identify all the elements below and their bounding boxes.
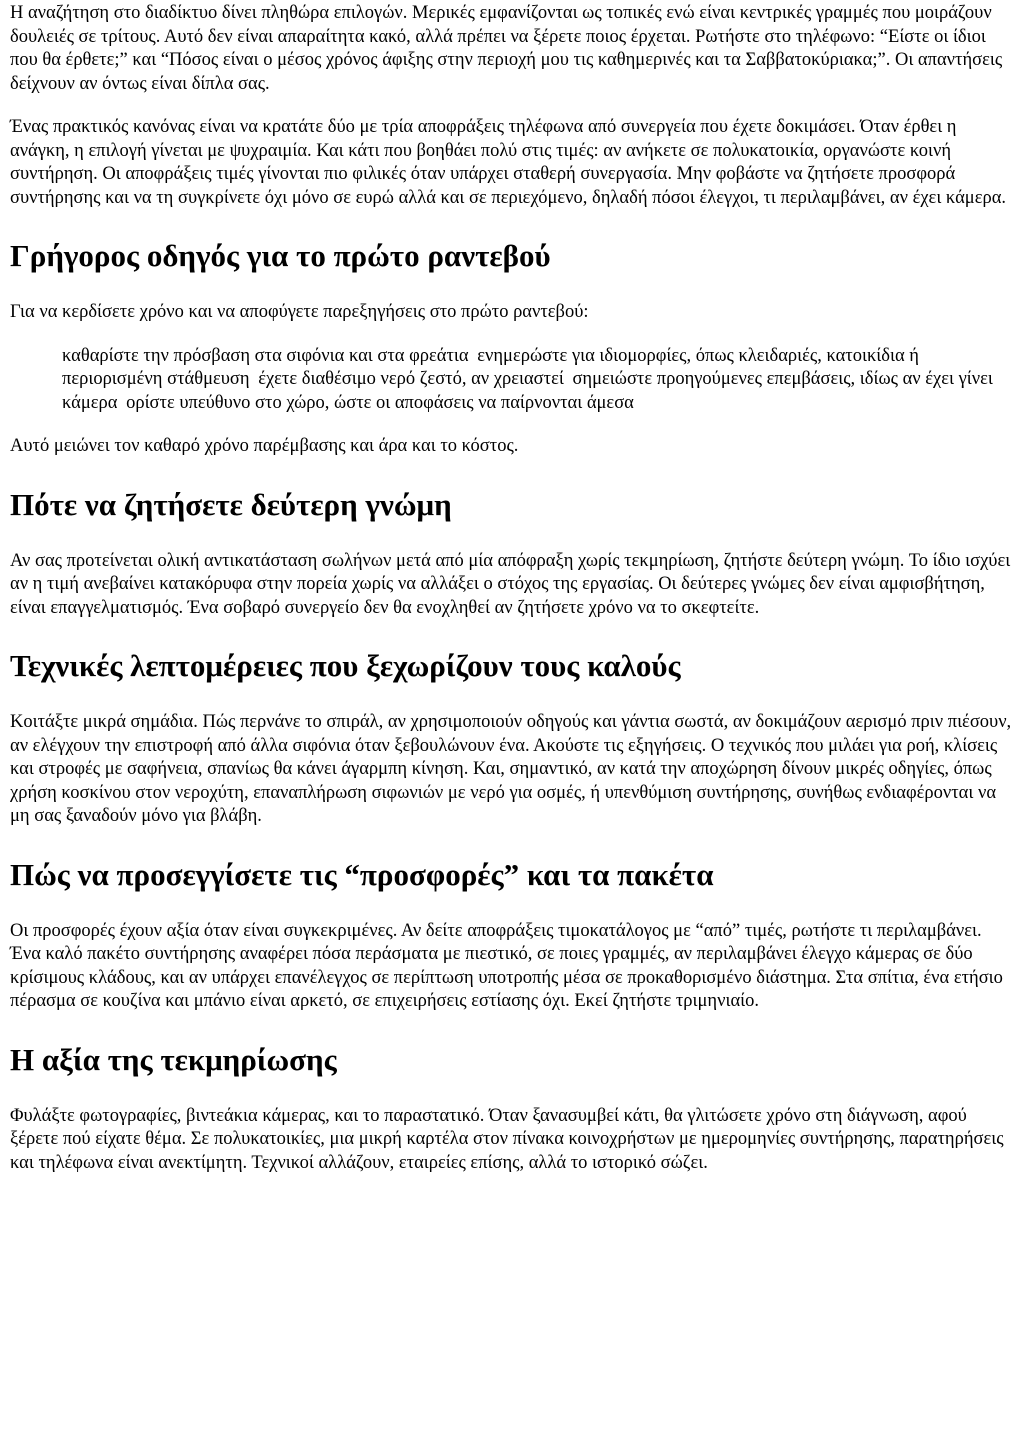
section-heading: Πότε να ζητήσετε δεύτερη γνώμη <box>10 486 452 522</box>
list-item: σημειώστε προηγούμενες επεμβάσεις, ιδίως αν έχει γίνει κάμερα <box>62 369 993 413</box>
section-closing: Αυτό μειώνει τον καθαρό χρόνο παρέμβασης και άρα και το κόστος. <box>10 436 519 456</box>
list-item: έχετε διαθέσιμο νερό ζεστό, αν χρειαστεί <box>258 369 564 389</box>
section-heading: Πώς να προσεγγίσετε τις “προσφορές” και τα πακέτα <box>10 856 714 892</box>
list-item: ορίστε υπεύθυνο στο χώρο, ώστε οι αποφάσεις να παίρνονται άμεσα <box>126 392 634 413</box>
section-lead: Για να κερδίσετε χρόνο και να αποφύγετε παρεξηγήσεις στο πρώτο ραντεβού: <box>10 302 589 322</box>
article <box>0 2 1024 1175</box>
section-heading: Η αξία της τεκμηρίωσης <box>10 1041 337 1077</box>
list-item: καθαρίστε την πρόσβαση στα σιφόνια και στα φρεάτια <box>62 345 469 366</box>
section-heading: Τεχνικές λεπτομέρειες που ξεχωρίζουν τους καλούς <box>10 648 681 683</box>
intro-paragraph: Η αναζήτηση στο διαδίκτυο δίνει πληθώρα επιλογών. Μερικές εμφανίζονται ως τοπικές ενώ είναι κεντρικές γραμμές που μοιράζουν δουλειές σε τρίτους. Αυτό δεν είναι απαραίτητα κακό, αλλά πρέπει να ξέρετε ποιος έρχεται. Ρωτήστε στο τηλέφωνο: “Είστε οι ίδιοι που θα έρθετε;” και “Πόσος είναι ο μέσος χρόνος άφιξης στην περιοχή μου τις καθημερινές και τα Σαββατοκύριακα;”. Οι απαντήσεις δείχνουν αν όντως είναι δίπλα σας. <box>10 3 1003 94</box>
list-item: ενημερώστε για ιδιομορφίες, όπως κλειδαριές, κατοικίδια ή περιορισμένη στάθμευση <box>62 345 919 389</box>
section-body: Φυλάξτε φωτογραφίες, βιντεάκια κάμερας, και το παραστατικό. Όταν ξανασυμβεί κάτι, θα γλιτώσετε χρόνο στη διάγνωση, αφού ξέρετε πού είχατε θέμα. Σε πολυκατοικίες, μια μικρή καρτέλα στον πίνακα κοινοχρήστων με ημερομηνίες συντήρησης, παρατηρήσεις και τηλέφωνα είναι ανεκτίμητη. Τεχνικοί αλλάζουν, εταιρείες επίσης, αλλά το ιστορικό σώζει. <box>10 1105 1004 1173</box>
checklist <box>62 345 1014 416</box>
section-body: Αν σας προτείνεται ολική αντικατάσταση σωλήνων μετά από μία απόφραξη χωρίς τεκμηρίωση, ζητήστε δεύτερη γνώμη. Το ίδιο ισχύει αν η τιμή ανεβαίνει κατακόρυφα στην πορεία χωρίς να αλλάξει ο στόχος της εργασίας. Οι δεύτερες γνώμες δεν είναι αμφισβήτηση, είναι επαγγελματισμός. Ένα σοβαρό συνεργείο δεν θα ενοχληθεί αν ζητήσετε χρόνο να το σκεφτείτε. <box>10 550 1011 618</box>
section-body: Κοιτάξτε μικρά σημάδια. Πώς περνάνε το σπιράλ, αν χρησιμοποιούν οδηγούς και γάντια σωστά, αν δοκιμάζουν αερισμό πριν πιέσουν, αν ελέγχουν την επιστροφή από άλλα σιφόνια όταν ξεβουλώνουν ένα. Ακούστε τις εξηγήσεις. Ο τεχνικός που μιλάει για ροή, κλίσεις και στροφές με σαφήνεια, σπανίως θα κάνει άγαρμπη κίνηση. Και, σημαντικό, αν κατά την αποχώρηση δίνουν μικρές οδηγίες, όπως χρήση κοσκίνου στον νεροχύτη, επαναπλήρωση σιφωνιών με νερό για οσμές, ή υπενθύμιση συντήρησης, συνήθως ενδιαφέρονται να μη σας ξαναδούν μόνο για βλάβη. <box>10 712 1012 826</box>
intro-paragraph: Ένας πρακτικός κανόνας είναι να κρατάτε δύο με τρία αποφράξεις τηλέφωνα από συνεργεία που έχετε δοκιμάσει. Όταν έρθει η ανάγκη, η επιλογή γίνεται με ψυχραιμία. Και κάτι που βοηθάει πολύ στις τιμές: αν ανήκετε σε πολυκατοικία, οργανώστε κοινή συντήρηση. Οι αποφράξεις τιμές γίνονται πιο φιλικές όταν υπάρχει σταθερή συνεργασία. Μην φοβάστε να ζητήσετε προσφορά συντήρησης και να τη συγκρίνετε όχι μόνο σε ευρώ αλλά και σε περιεχόμενο, δηλαδή πόσοι έλεγχοι, τι περιλαμβάνει, αν έχει κάμερα. <box>10 117 1007 208</box>
section-heading: Γρήγορος οδηγός για το πρώτο ραντεβού <box>10 238 551 273</box>
section-body: Οι προσφορές έχουν αξία όταν είναι συγκεκριμένες. Αν δείτε αποφράξεις τιμοκατάλογος με “από” τιμές, ρωτήστε τι περιλαμβάνει. Ένα καλό πακέτο συντήρησης αναφέρει πόσα περάσματα με πιεστικό, σε ποιες γραμμές, αν περιλαμβάνει έλεγχο κάμερας σε δύο κρίσιμους κλάδους, και αν υπάρχει επανέλεγχος σε περίπτωση υποτροπής μέσα σε προκαθορισμένο διάστημα. Στα σπίτια, ένα ετήσιο πέρασμα σε κουζίνα και μπάνιο είναι αρκετό, σε επιχειρήσεις εστίασης όχι. Εκεί ζητήστε τριμηνιαίο. <box>10 920 1003 1011</box>
